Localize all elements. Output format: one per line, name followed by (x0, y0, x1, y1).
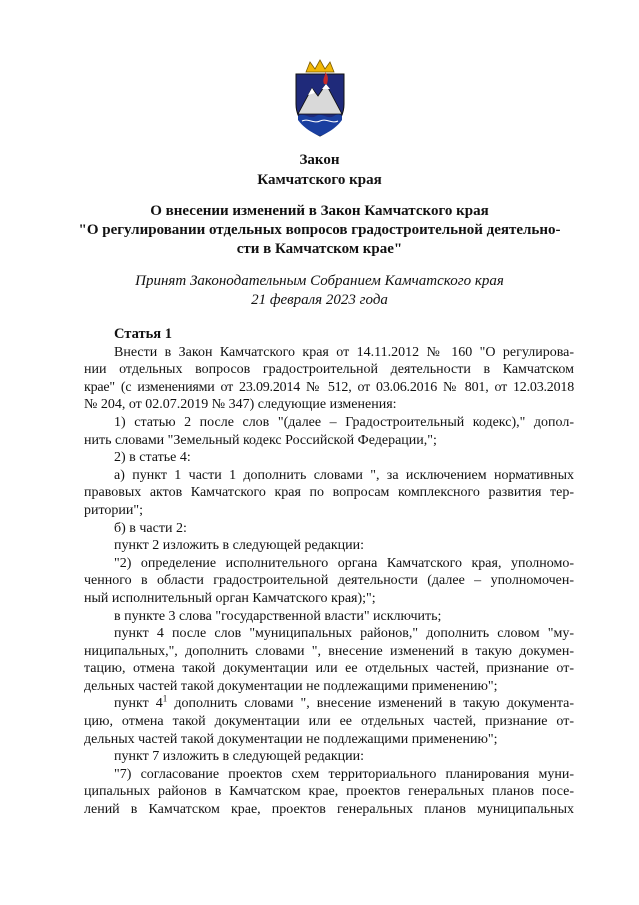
text-line: ниципальных,", дополнить словами ", внесение изменений в такую докумен- (84, 643, 574, 659)
law-subject-line-3: сти в Камчатском крае" (236, 241, 403, 257)
text-line: 1) статью 2 после слов "(далее – Градостроительный кодекс)," допол- (114, 414, 574, 430)
text-line: Внести в Закон Камчатского края от 14.11.2012 № 160 "О регулирова- (114, 344, 574, 360)
text-line: 2) в статье 4: (114, 450, 191, 466)
text-line: пункт 4 после слов "муниципальных районов," дополнить словом "му- (114, 626, 574, 642)
text-line: б) в части 2: (114, 520, 187, 536)
kamchatka-coat-of-arms-icon (288, 58, 352, 138)
text-line: дельных частей такой документации не подлежащими применению"; (84, 678, 498, 694)
law-region: Камчатского края (257, 172, 382, 188)
text-line: тацию, отмена такой документации или ее отдельных частей, признание от- (84, 661, 574, 677)
adoption-line-1: Принят Законодательным Собранием Камчатского края (135, 273, 504, 289)
text-line: цию, отмена такой документации или ее отдельных частей, признание от- (84, 714, 574, 730)
law-subject-line-1: О внесении изменений в Закон Камчатского края (150, 203, 489, 219)
text-line: правовых актов Камчатского края по вопросам комплексного развития тер- (84, 485, 574, 501)
law-subject-block (60, 202, 579, 259)
law-subject-line-2: "О регулировании отдельных вопросов градостроительной деятельно- (78, 222, 561, 238)
text-line: крае" (с изменениями от 23.09.2014 № 512, от 03.06.2016 № 801, от 12.03.2018 (84, 379, 574, 395)
text-line: а) пункт 1 части 1 дополнить словами ", за исключением нормативных (114, 467, 574, 483)
text-line: № 204, от 02.07.2019 № 347) следующие изменения: (84, 397, 397, 413)
article-heading: Статья 1 (114, 326, 172, 342)
text-line: в пункте 3 слова "государственной власти" исключить; (114, 608, 442, 624)
text-line: "7) согласование проектов схем территориального планирования муни- (114, 766, 574, 782)
text-line: нии отдельных вопросов градостроительной деятельности в Камчатском (84, 362, 574, 378)
text-line (84, 695, 574, 713)
adoption-date: 21 февраля 2023 года (251, 292, 388, 308)
law-title-block (60, 150, 579, 190)
adoption-block (60, 272, 579, 310)
text-line: "2) определение исполнительного органа Камчатского края, уполномо- (114, 555, 574, 571)
text-line: лений в Камчатском крае, проектов генеральных планов муниципальных (84, 802, 574, 818)
law-title: Закон (299, 152, 340, 168)
text-line: ный исполнительный орган Камчатского края);"; (84, 590, 376, 606)
text-fragment: пункт 4 (114, 696, 163, 712)
text-line: нить словами "Земельный кодекс Российской Федерации,"; (84, 432, 437, 448)
text-line: ципальных районов в Камчатском крае, проектов генеральных планов посе- (84, 784, 574, 800)
text-line: дельных частей такой документации не подлежащими применению"; (84, 731, 498, 747)
text-fragment: дополнить словами ", внесение изменений в такую документа- (167, 696, 574, 712)
superscript: 1 (162, 693, 168, 704)
text-line: пункт 7 изложить в следующей редакции: (114, 749, 364, 765)
text-line: пункт 2 изложить в следующей редакции: (114, 538, 364, 554)
text-line: ритории"; (84, 502, 144, 518)
text-line: ченного в области градостроительной деятельности (далее – уполномочен- (84, 573, 574, 589)
document-body (84, 326, 574, 819)
